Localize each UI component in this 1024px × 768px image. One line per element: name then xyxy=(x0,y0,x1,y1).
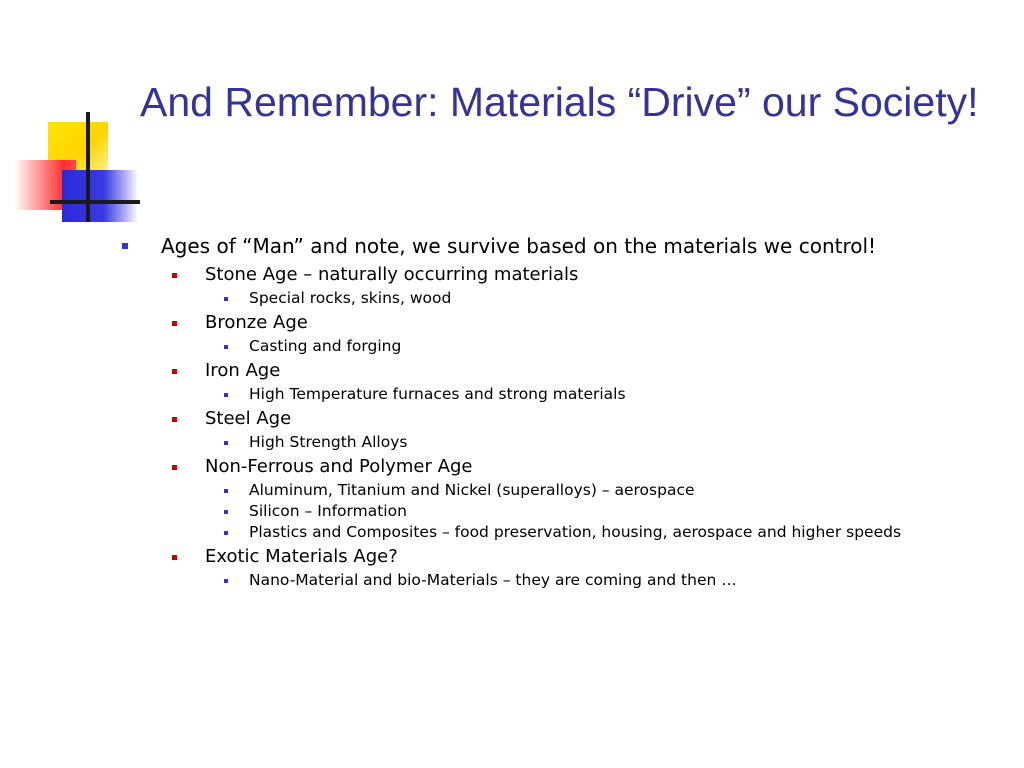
age-detail-text: Silicon – Information xyxy=(249,502,407,520)
age-detail-text: Nano-Material and bio-Materials – they are coming and then … xyxy=(249,571,737,589)
square-bullet-icon xyxy=(224,393,228,397)
slide-title: And Remember: Materials “Drive” our Society! xyxy=(140,79,979,125)
age-item xyxy=(172,311,1000,335)
age-detail xyxy=(224,523,1000,542)
age-detail xyxy=(224,571,1000,590)
age-label: Bronze Age xyxy=(205,312,308,333)
square-bullet-icon xyxy=(224,441,228,445)
age-detail-text: Special rocks, skins, wood xyxy=(249,289,452,307)
age-detail xyxy=(224,337,1000,356)
age-detail-text: Plastics and Composites – food preservation, housing, aerospace and higher speeds xyxy=(249,523,902,541)
age-label: Non-Ferrous and Polymer Age xyxy=(205,456,473,477)
age-item xyxy=(172,359,1000,383)
square-bullet-icon xyxy=(224,345,228,349)
age-label: Exotic Materials Age? xyxy=(205,546,398,567)
age-detail xyxy=(224,433,1000,452)
age-detail xyxy=(224,502,1000,521)
square-bullet-icon xyxy=(224,297,228,301)
age-label: Iron Age xyxy=(205,360,281,381)
age-item xyxy=(172,455,1000,479)
vertical-line-shape xyxy=(86,112,90,222)
square-bullet-icon xyxy=(172,369,177,374)
square-bullet-icon xyxy=(172,417,177,422)
age-detail xyxy=(224,481,1000,500)
age-detail-text: Aluminum, Titanium and Nickel (superalloys) – aerospace xyxy=(249,481,695,499)
age-detail-text: High Strength Alloys xyxy=(249,433,408,451)
age-detail xyxy=(224,385,1000,404)
square-bullet-icon xyxy=(172,273,177,278)
square-bullet-icon xyxy=(172,321,177,326)
age-label: Steel Age xyxy=(205,408,292,429)
square-bullet-icon xyxy=(172,465,177,470)
square-bullet-icon xyxy=(224,579,228,583)
blue-square-shape xyxy=(62,170,138,222)
bullet-list xyxy=(120,230,1000,590)
age-detail-text: High Temperature furnaces and strong materials xyxy=(249,385,626,403)
horizontal-line-shape xyxy=(50,200,140,204)
square-bullet-icon xyxy=(224,531,228,535)
decorative-squares-logo xyxy=(0,0,150,230)
square-bullet-icon xyxy=(122,243,128,249)
square-bullet-icon xyxy=(172,555,177,560)
intro-text: Ages of “Man” and note, we survive based on the materials we control! xyxy=(161,234,877,258)
square-bullet-icon xyxy=(224,510,228,514)
intro-bullet xyxy=(120,232,1000,260)
age-label: Stone Age – naturally occurring materials xyxy=(205,264,579,285)
age-item xyxy=(172,263,1000,287)
age-item xyxy=(172,407,1000,431)
age-detail-text: Casting and forging xyxy=(249,337,402,355)
age-detail xyxy=(224,289,1000,308)
age-item xyxy=(172,545,1000,569)
square-bullet-icon xyxy=(224,489,228,493)
